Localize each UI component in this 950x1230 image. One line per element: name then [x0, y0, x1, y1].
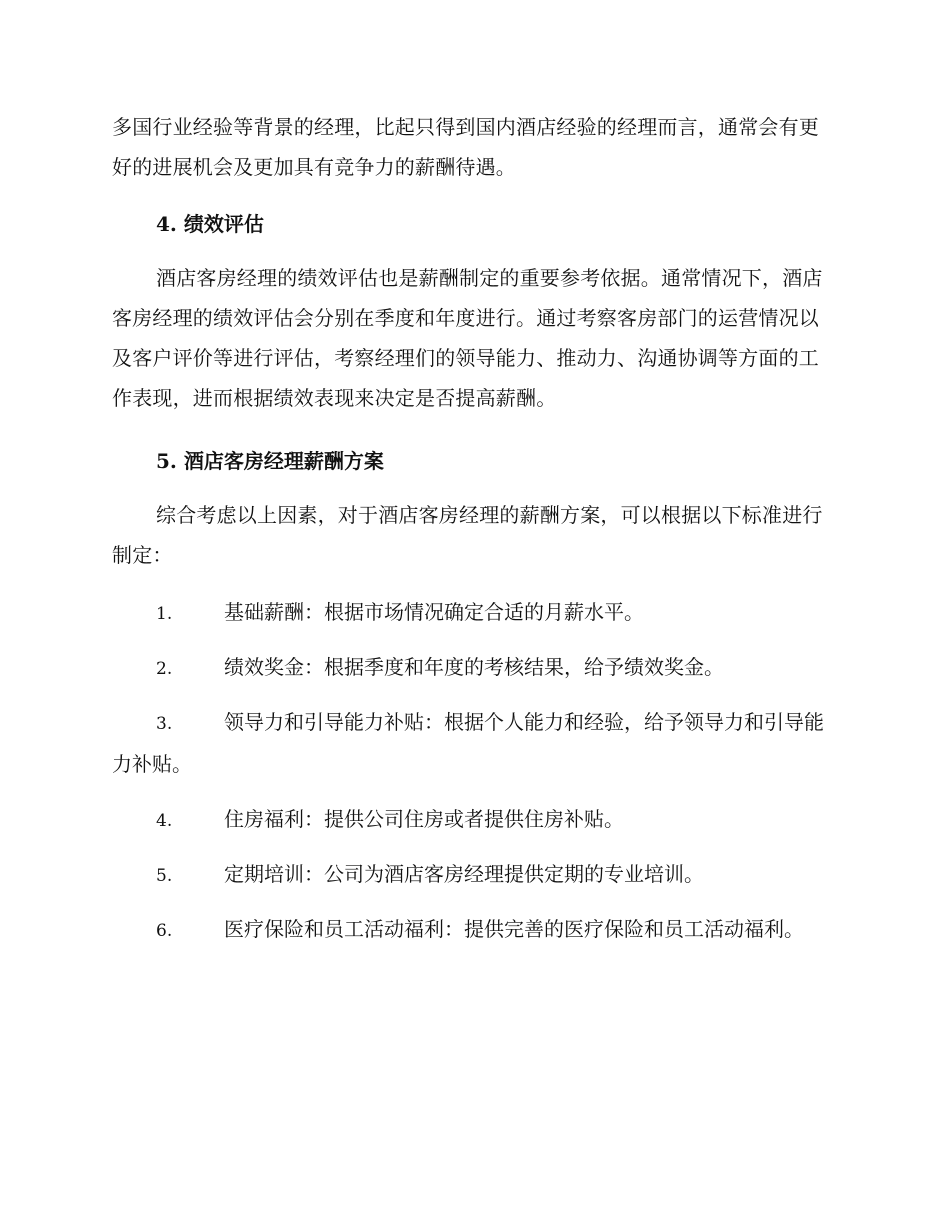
list-item-text: 医疗保险和员工活动福利：提供完善的医疗保险和员工活动福利。	[224, 917, 804, 941]
section-4-paragraph: 酒店客房经理的绩效评估也是薪酬制定的重要参考依据。通常情况下，酒店客房经理的绩效评估会分别在季度和年度进行。通过考察客房部门的运营情况以及客户评价等进行评估，考察经理们的领导能力、推动力、沟通协调等方面的工作表现，进而根据绩效表现来决定是否提高薪酬。	[112, 266, 823, 410]
list-item-number: 1.	[156, 604, 173, 624]
section-5-heading: 5. 酒店客房经理薪酬方案	[156, 449, 384, 473]
list-item	[112, 854, 834, 896]
list-item-text: 定期培训：公司为酒店客房经理提供定期的专业培训。	[224, 862, 704, 886]
list-item-text: 绩效奖金：根据季度和年度的考核结果，给予绩效奖金。	[224, 655, 724, 679]
list-item	[112, 702, 834, 784]
list-item	[112, 909, 834, 951]
list-item-number: 3.	[156, 714, 173, 734]
list-item-text: 基础薪酬：根据市场情况确定合适的月薪水平。	[224, 600, 644, 624]
list-item-text: 领导力和引导能力补贴：根据个人能力和经验，给予领导力和引导能力补贴。	[112, 710, 824, 776]
list-item	[112, 592, 834, 634]
list-item-number: 4.	[156, 811, 173, 831]
list-item-number: 6.	[156, 921, 173, 941]
list-item-text: 住房福利：提供公司住房或者提供住房补贴。	[224, 807, 624, 831]
section-5-paragraph: 综合考虑以上因素，对于酒店客房经理的薪酬方案，可以根据以下标准进行制定：	[112, 503, 823, 567]
list-item-number: 5.	[156, 866, 173, 886]
intro-continuation-paragraph: 多国行业经验等背景的经理，比起只得到国内酒店经验的经理而言，通常会有更好的进展机会及更加具有竞争力的薪酬待遇。	[112, 115, 819, 179]
list-item	[112, 647, 834, 689]
list-item	[112, 799, 834, 841]
section-4-heading: 4. 绩效评估	[156, 212, 264, 236]
list-item-number: 2.	[156, 659, 173, 679]
